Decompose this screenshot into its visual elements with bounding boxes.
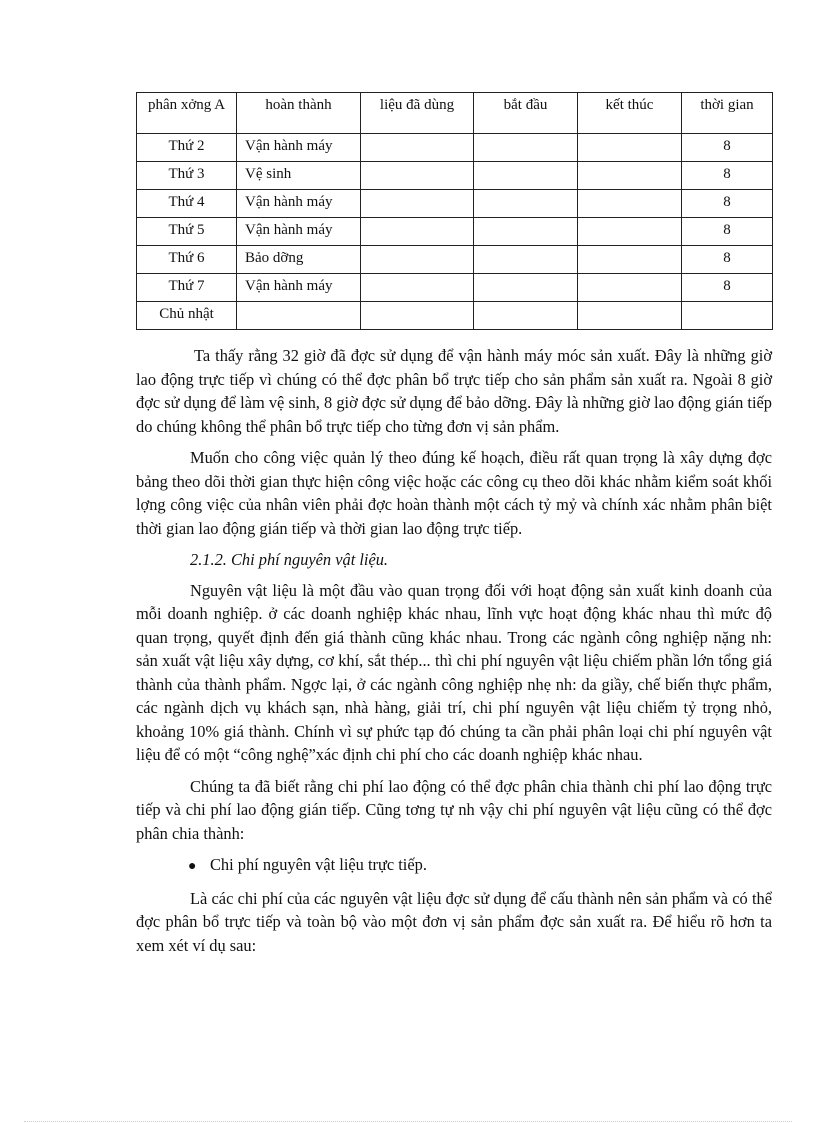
day-cell: Thứ 5 — [137, 218, 237, 246]
hours-cell: 8 — [682, 274, 773, 302]
empty-cell — [474, 302, 578, 330]
task-cell: Bảo dỡng — [237, 246, 361, 274]
day-cell: Thứ 4 — [137, 190, 237, 218]
bullet-item — [188, 853, 772, 879]
empty-cell — [361, 246, 474, 274]
task-cell: Vận hành máy — [237, 218, 361, 246]
empty-cell — [361, 190, 474, 218]
empty-cell — [361, 134, 474, 162]
body-text — [136, 344, 772, 965]
empty-cell — [578, 274, 682, 302]
header-cell: phân xởng A — [137, 93, 237, 134]
task-cell — [237, 302, 361, 330]
empty-cell — [578, 134, 682, 162]
hours-cell: 8 — [682, 246, 773, 274]
empty-cell — [361, 302, 474, 330]
paragraph: Muốn cho công việc quản lý theo đúng kế hoạch, điều rất quan trọng là xây dựng đợc bảng theo dõi thời gian thực hiện công việc hoặc các công cụ theo dõi khác nhằm kiểm soát khối lợng công việc của nhân viên phải đợc hoàn thành một cách tỷ mỷ và chính xác nhằm phân biệt thời gian lao động gián tiếp và thời gian lao động trực tiếp. — [136, 448, 772, 538]
empty-cell — [474, 218, 578, 246]
day-cell: Thứ 6 — [137, 246, 237, 274]
empty-cell — [578, 302, 682, 330]
header-cell: hoàn thành — [237, 93, 361, 134]
empty-cell — [474, 190, 578, 218]
page-bottom-rule — [24, 1121, 792, 1122]
hours-cell: 8 — [682, 218, 773, 246]
paragraph: Là các chi phí của các nguyên vật liệu đợc sử dụng để cấu thành nên sản phẩm và có thể đợc phân bổ trực tiếp và toàn bộ vào một đơn vị sản phẩm đợc sản xuất ra. Để hiểu rõ hơn ta xem xét ví dụ sau: — [136, 888, 772, 955]
paragraph: Ta thấy rằng 32 giờ đã đợc sử dụng để vận hành máy móc sản xuất. Đây là những giờ lao động trực tiếp vì chúng có thể đợc phân bổ trực tiếp cho sản phẩm sản xuất ra. Ngoài 8 giờ đợc sử dụng để làm vệ sinh, 8 giờ đợc sử dụng để bảo dỡng. Đây là những giờ lao động gián tiếp do chúng không thể phân bổ trực tiếp cho từng đơn vị sản phẩm. — [136, 346, 772, 436]
header-cell: thời gian — [682, 93, 773, 134]
empty-cell — [361, 274, 474, 302]
task-cell: Vệ sinh — [237, 162, 361, 190]
empty-cell — [474, 134, 578, 162]
task-cell: Vận hành máy — [237, 190, 361, 218]
empty-cell — [578, 246, 682, 274]
table-row — [137, 246, 773, 274]
table-row — [137, 162, 773, 190]
bullet-dot-icon: ● — [188, 859, 197, 874]
empty-cell — [474, 274, 578, 302]
section-heading: 2.1.2. Chi phí nguyên vật liệu. — [190, 550, 389, 569]
bullet-text: Chi phí nguyên vật liệu trực tiếp. — [210, 855, 427, 874]
header-cell: kết thúc — [578, 93, 682, 134]
table-row — [137, 274, 773, 302]
table-row — [137, 218, 773, 246]
empty-cell — [474, 246, 578, 274]
empty-cell — [578, 162, 682, 190]
work-schedule-table — [136, 92, 773, 330]
paragraph: Nguyên vật liệu là một đầu vào quan trọng đối với hoạt động sản xuất kinh doanh của mỗi doanh nghiệp. ở các doanh nghiệp khác nhau, lĩnh vực hoạt động khác nhau thì mức độ quan trọng, quyết định đến giá thành cũng khác nhau. Trong các ngành công nghiệp nặng nh: sản xuất vật liệu xây dựng, cơ khí, sắt thép... thì chi phí nguyên vật liệu chiếm phần lớn tổng giá thành của thành phẩm. Ngợc lại, ở các ngành công nghiệp nhẹ nh: da giầy, chế biến thực phẩm, các ngành dịch vụ khách sạn, nhà hàng, giải trí, chi phí nguyên vật liệu chiếm tỷ trọng nhỏ, khoảng 10% giá thành. Chính vì sự phức tạp đó chúng ta cần phải phân loại chi phí nguyên vật liệu để có một “công nghệ”xác định chi phí cho các doanh nghiệp khác nhau. — [136, 580, 772, 764]
hours-cell: 8 — [682, 162, 773, 190]
hours-cell: 8 — [682, 190, 773, 218]
empty-cell — [578, 190, 682, 218]
table-header-row — [137, 93, 773, 134]
empty-cell — [474, 162, 578, 190]
table-row — [137, 190, 773, 218]
empty-cell — [361, 218, 474, 246]
empty-cell — [361, 162, 474, 190]
paragraph: Chúng ta đã biết rằng chi phí lao động có thể đợc phân chia thành chi phí lao động trực tiếp và chi phí lao động gián tiếp. Cũng tơng tự nh vậy chi phí nguyên vật liệu cũng có thể đợc phân chia thành: — [136, 776, 772, 843]
hours-cell: 8 — [682, 134, 773, 162]
hours-cell — [682, 302, 773, 330]
table-row — [137, 302, 773, 330]
task-cell: Vận hành máy — [237, 274, 361, 302]
table-row — [137, 134, 773, 162]
day-cell: Thứ 2 — [137, 134, 237, 162]
day-cell: Thứ 3 — [137, 162, 237, 190]
header-cell: liệu đã dùng — [361, 93, 474, 134]
header-cell: bắt đầu — [474, 93, 578, 134]
day-cell: Chủ nhật — [137, 302, 237, 330]
task-cell: Vận hành máy — [237, 134, 361, 162]
day-cell: Thứ 7 — [137, 274, 237, 302]
empty-cell — [578, 218, 682, 246]
